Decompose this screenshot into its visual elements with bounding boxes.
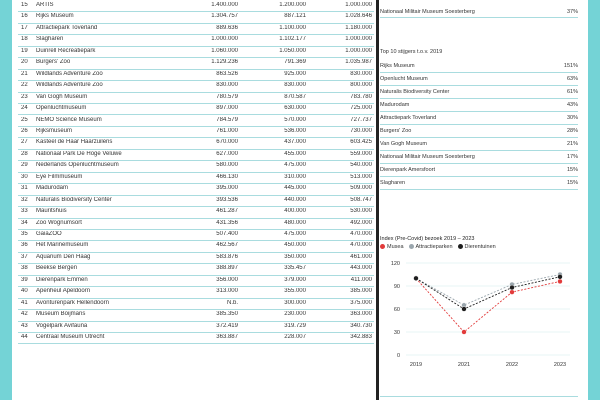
visitors-2023: 540.000 bbox=[350, 162, 372, 169]
riser-item bbox=[380, 98, 578, 112]
attraction-name: Burgers' Zoo bbox=[36, 59, 71, 66]
attraction-name: Wildlands Adventure Zoo bbox=[36, 70, 103, 77]
table-row bbox=[18, 332, 374, 344]
side-top-pct: 37% bbox=[566, 9, 578, 15]
attraction-name: Het Marinemuseum bbox=[36, 242, 89, 249]
visitors-2022: 925.000 bbox=[284, 70, 306, 77]
riser-pct: 28% bbox=[566, 128, 578, 134]
riser-name: Openlucht Museum bbox=[380, 76, 428, 82]
visitors-2019: 363.887 bbox=[216, 334, 238, 341]
visitors-2023: 1.035.987 bbox=[345, 59, 372, 66]
visitors-2019: 583.876 bbox=[216, 253, 238, 260]
visitors-2019: 863.526 bbox=[216, 70, 238, 77]
row-number: 30 bbox=[21, 173, 28, 180]
visitors-2023: 340.730 bbox=[350, 322, 372, 329]
row-number: 23 bbox=[21, 93, 28, 100]
row-number: 35 bbox=[21, 231, 28, 237]
visitors-2022: 400.000 bbox=[284, 208, 306, 215]
attraction-name: Rijks Museum bbox=[36, 13, 74, 20]
riser-pct: 61% bbox=[566, 89, 578, 95]
attraction-name: Slagharen bbox=[36, 36, 64, 43]
row-number: 31 bbox=[21, 185, 28, 192]
row-number: 43 bbox=[21, 322, 28, 329]
riser-name: Burgers' Zoo bbox=[380, 128, 412, 134]
visitors-2019: 388.897 bbox=[216, 265, 238, 272]
visitors-2023: 730.000 bbox=[350, 127, 372, 134]
riser-item bbox=[380, 124, 578, 138]
attraction-name: Attractiepark Toverland bbox=[36, 24, 98, 31]
riser-name: Van Gogh Museum bbox=[380, 141, 427, 147]
visitors-2022: 630.000 bbox=[284, 105, 306, 112]
row-number: 34 bbox=[21, 219, 28, 226]
visitors-2019: N.b. bbox=[226, 299, 238, 306]
visitors-2019: 356.000 bbox=[216, 276, 238, 283]
visitors-2023: 513.000 bbox=[350, 173, 372, 180]
chart-legend bbox=[380, 244, 501, 250]
attraction-name: Openluchtmuseum bbox=[36, 105, 87, 112]
visitors-2022: 379.000 bbox=[284, 276, 306, 283]
visitors-2023: 800.000 bbox=[350, 82, 372, 89]
visitors-2023: 363.000 bbox=[350, 311, 372, 318]
row-number: 38 bbox=[21, 265, 28, 272]
y-tick-label: 120 bbox=[390, 261, 400, 267]
visitors-2019: 761.000 bbox=[216, 127, 238, 134]
visitors-2019: 372.419 bbox=[216, 322, 238, 329]
visitors-2022: 450.000 bbox=[284, 242, 306, 249]
riser-pct: 30% bbox=[566, 115, 578, 121]
visitors-2022: 440.000 bbox=[284, 196, 306, 203]
attraction-name: GaiaZOO bbox=[36, 231, 62, 237]
attraction-name: Duinrell Recreatiepark bbox=[36, 47, 96, 54]
row-number: 20 bbox=[21, 59, 28, 66]
row-number: 33 bbox=[21, 208, 28, 215]
riser-pct: 15% bbox=[566, 180, 578, 186]
row-number: 42 bbox=[21, 311, 28, 318]
riser-name: Rijks Museum bbox=[380, 63, 415, 69]
x-tick-label: 2019 bbox=[409, 362, 423, 368]
row-number: 22 bbox=[21, 82, 28, 89]
side-top-name: Nationaal Militair Museum Soesterberg bbox=[380, 9, 475, 15]
y-tick-label: 0 bbox=[396, 353, 400, 359]
legend-dot-icon bbox=[380, 244, 385, 249]
riser-item bbox=[380, 150, 578, 164]
data-point bbox=[414, 276, 419, 281]
index-line-chart bbox=[380, 255, 580, 370]
row-number: 15 bbox=[21, 2, 28, 8]
data-point bbox=[462, 330, 467, 335]
visitors-2023: 443.000 bbox=[350, 265, 372, 272]
visitors-2022: 310.000 bbox=[284, 173, 306, 180]
visitors-2023: 1.000.000 bbox=[345, 47, 372, 54]
visitors-2019: 385.350 bbox=[216, 311, 238, 318]
visitors-2019: 1.060.000 bbox=[211, 47, 238, 54]
visitors-2022: 480.000 bbox=[284, 219, 306, 226]
data-point bbox=[510, 285, 515, 290]
visitors-2023: 411.000 bbox=[350, 276, 372, 283]
riser-name: Slagharen bbox=[380, 180, 406, 186]
visitors-2023: 1.028.646 bbox=[345, 13, 372, 20]
row-number: 37 bbox=[21, 253, 28, 260]
riser-item bbox=[380, 111, 578, 125]
visitors-2022: 445.000 bbox=[284, 185, 306, 192]
row-number: 26 bbox=[21, 127, 28, 134]
riser-name: Madurodam bbox=[380, 102, 410, 108]
visitors-2023: 342.883 bbox=[350, 334, 372, 341]
attraction-name: Nationaal Park De Hoge Veluwe bbox=[36, 150, 122, 157]
visitors-2023: 509.000 bbox=[350, 185, 372, 192]
visitors-2022: 230.000 bbox=[284, 311, 306, 318]
riser-pct: 17% bbox=[566, 154, 578, 160]
visitors-2023: 1.000.000 bbox=[345, 2, 372, 8]
attraction-name: Beekse Bergen bbox=[36, 265, 78, 272]
riser-name: Nationaal Militair Museum Soesterberg bbox=[380, 154, 475, 160]
side-top-row bbox=[380, 6, 578, 18]
attraction-name: Centraal Museum Utrecht bbox=[36, 334, 105, 341]
visitors-2022: 475.000 bbox=[284, 231, 306, 237]
attraction-name: Avonturenpark Hellendoorn bbox=[36, 299, 109, 306]
visitors-2023: 492.000 bbox=[350, 219, 372, 226]
row-number: 24 bbox=[21, 105, 28, 112]
visitors-2022: 475.000 bbox=[284, 162, 306, 169]
visitors-2023: 559.000 bbox=[350, 150, 372, 157]
data-point bbox=[558, 279, 563, 284]
series-line bbox=[416, 277, 560, 309]
riser-name: Naturalis Biodiversity Center bbox=[380, 89, 450, 95]
visitors-2023: 385.000 bbox=[350, 288, 372, 295]
riser-name: Attractiepark Toverland bbox=[380, 115, 437, 121]
visitors-2019: 889.636 bbox=[216, 24, 238, 31]
visitors-2019: 627.000 bbox=[216, 150, 238, 157]
visitors-2022: 870.587 bbox=[284, 93, 306, 100]
visitors-2022: 228.007 bbox=[284, 334, 306, 341]
column-divider bbox=[376, 0, 379, 400]
row-number: 25 bbox=[21, 116, 28, 123]
visitors-2022: 791.369 bbox=[284, 59, 306, 66]
attraction-name: Vogelpark Avifauna bbox=[36, 322, 88, 329]
visitors-2023: 830.000 bbox=[350, 70, 372, 77]
attraction-name: Madurodam bbox=[36, 185, 69, 192]
visitors-2019: 461.287 bbox=[216, 208, 238, 215]
section-title: Top 10 stijgers t.o.v. 2019 bbox=[380, 49, 443, 55]
attraction-name: Dierenpark Emmen bbox=[36, 276, 88, 283]
visitors-2022: 335.457 bbox=[284, 265, 306, 272]
row-number: 36 bbox=[21, 242, 28, 249]
visitors-2022: 1.102.177 bbox=[279, 36, 306, 43]
visitors-2019: 1.304.757 bbox=[211, 13, 238, 20]
visitors-2019: 507.400 bbox=[216, 231, 238, 237]
row-number: 39 bbox=[21, 276, 28, 283]
row-number: 19 bbox=[21, 47, 28, 54]
riser-item bbox=[380, 85, 578, 99]
row-number: 29 bbox=[21, 162, 28, 169]
visitors-2019: 830.000 bbox=[216, 82, 238, 89]
visitors-2022: 1.200.000 bbox=[279, 2, 306, 8]
visitors-2023: 470.000 bbox=[350, 242, 372, 249]
visitors-2019: 1.000.000 bbox=[211, 36, 238, 43]
attraction-name: Aquarium Den Haag bbox=[36, 253, 91, 260]
legend-label: Attractieparken bbox=[415, 244, 453, 250]
visitors-2023: 783.780 bbox=[350, 93, 372, 100]
visitors-2022: 830.000 bbox=[284, 82, 306, 89]
visitors-2022: 300.000 bbox=[284, 299, 306, 306]
visitors-2022: 1.050.000 bbox=[279, 47, 306, 54]
riser-item bbox=[380, 72, 578, 86]
legend-dot-icon bbox=[409, 244, 414, 249]
legend-label: Musea bbox=[387, 244, 404, 250]
riser-pct: 15% bbox=[566, 167, 578, 173]
visitors-2019: 784.579 bbox=[216, 116, 238, 123]
row-number: 17 bbox=[21, 24, 28, 31]
series-line bbox=[416, 275, 560, 306]
visitors-2019: 670.000 bbox=[216, 139, 238, 146]
visitors-2023: 461.000 bbox=[350, 253, 372, 260]
row-number: 41 bbox=[21, 299, 28, 306]
y-tick-label: 60 bbox=[393, 307, 400, 313]
visitors-2023: 603.425 bbox=[350, 139, 372, 146]
visitors-2022: 319.729 bbox=[284, 322, 306, 329]
row-number: 40 bbox=[21, 288, 28, 295]
attraction-name: NEMO Science Museum bbox=[36, 116, 102, 123]
attraction-name: Van Gogh Museum bbox=[36, 93, 88, 100]
data-point bbox=[462, 307, 467, 312]
visitors-2019: 395.000 bbox=[216, 185, 238, 192]
riser-item bbox=[380, 137, 578, 151]
visitors-2023: 1.180.000 bbox=[345, 24, 372, 31]
visitors-2019: 393.536 bbox=[216, 196, 238, 203]
visitors-2019: 780.579 bbox=[216, 93, 238, 100]
data-point bbox=[510, 290, 515, 295]
visitors-2019: 431.356 bbox=[216, 219, 238, 226]
attraction-name: Museum Boijmans bbox=[36, 311, 86, 318]
row-number: 32 bbox=[21, 196, 28, 203]
riser-pct: 43% bbox=[566, 102, 578, 108]
visitors-2022: 1.100.000 bbox=[279, 24, 306, 31]
riser-pct: 151% bbox=[563, 63, 578, 69]
series-line bbox=[416, 278, 560, 332]
visitors-2019: 1.129.236 bbox=[211, 59, 238, 66]
chart-title: Index (Pre-Covid) bezoek 2019 – 2023 bbox=[380, 236, 475, 242]
row-number: 21 bbox=[21, 70, 28, 77]
visitors-2022: 355.000 bbox=[284, 288, 306, 295]
legend-label: Dierentuinen bbox=[464, 244, 496, 250]
riser-name: Dierenpark Amersfoort bbox=[380, 167, 436, 173]
visitors-2022: 437.000 bbox=[284, 139, 306, 146]
attraction-name: Kasteel de Haar Haarzuilens bbox=[36, 139, 113, 146]
attraction-name: Zoo Wognumsort bbox=[36, 219, 82, 226]
x-tick-label: 2023 bbox=[553, 362, 567, 368]
attraction-name: Nederlands Openluchtmuseum bbox=[36, 162, 119, 169]
row-number: 16 bbox=[21, 13, 28, 20]
riser-item bbox=[380, 59, 578, 73]
attraction-name: Rijksmuseum bbox=[36, 127, 73, 134]
riser-item bbox=[380, 176, 578, 190]
visitors-2019: 580.000 bbox=[216, 162, 238, 169]
attraction-name: Apenheul Apeldoorn bbox=[36, 288, 91, 295]
side-panel bbox=[380, 0, 588, 400]
y-tick-label: 90 bbox=[393, 284, 400, 290]
row-number: 28 bbox=[21, 150, 28, 157]
attraction-name: Naturalis Biodiversity Center bbox=[36, 196, 112, 203]
visitors-2023: 1.000.000 bbox=[345, 36, 372, 43]
attraction-name: Wildlands Adventure Zoo bbox=[36, 82, 103, 89]
visitors-2022: 536.000 bbox=[284, 127, 306, 134]
x-tick-label: 2022 bbox=[505, 362, 519, 368]
legend-item bbox=[409, 244, 453, 250]
legend-dot-icon bbox=[458, 244, 463, 249]
legend-item bbox=[458, 244, 496, 250]
visitors-2022: 455.000 bbox=[284, 150, 306, 157]
row-number: 27 bbox=[21, 139, 28, 146]
visitors-2019: 1.400.000 bbox=[211, 2, 238, 8]
visitors-2022: 350.000 bbox=[284, 253, 306, 260]
attraction-name: Eye Filmmuseum bbox=[36, 173, 83, 180]
visitors-2022: 887.121 bbox=[284, 13, 306, 20]
row-number: 18 bbox=[21, 36, 28, 43]
visitors-2022: 570.000 bbox=[284, 116, 306, 123]
visitors-2023: 725.000 bbox=[350, 105, 372, 112]
visitors-2023: 727.737 bbox=[350, 116, 372, 123]
visitors-2019: 462.567 bbox=[216, 242, 238, 249]
visitors-2019: 897.000 bbox=[216, 105, 238, 112]
visitors-2023: 470.000 bbox=[350, 231, 372, 237]
bottom-rule bbox=[380, 396, 578, 397]
y-tick-label: 30 bbox=[393, 330, 400, 336]
legend-item bbox=[380, 244, 404, 250]
row-number: 44 bbox=[21, 334, 28, 341]
riser-pct: 21% bbox=[566, 141, 578, 147]
x-tick-label: 2021 bbox=[457, 362, 471, 368]
visitors-2019: 466.130 bbox=[216, 173, 238, 180]
document-page bbox=[12, 0, 588, 400]
attraction-name: Mauritshuis bbox=[36, 208, 67, 215]
riser-pct: 63% bbox=[566, 76, 578, 82]
visitors-2023: 508.747 bbox=[350, 196, 372, 203]
attraction-name: ARTIS bbox=[36, 2, 54, 8]
visitors-2019: 313.000 bbox=[216, 288, 238, 295]
visitors-2023: 530.000 bbox=[350, 208, 372, 215]
riser-item bbox=[380, 163, 578, 177]
data-point bbox=[558, 274, 563, 279]
visitors-2023: 375.000 bbox=[350, 299, 372, 306]
